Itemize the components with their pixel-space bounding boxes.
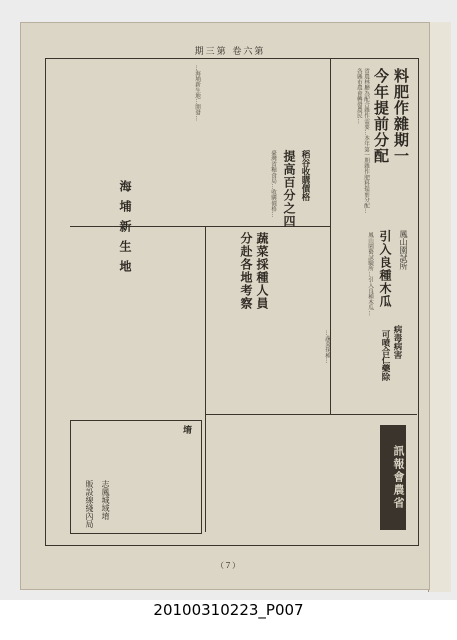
ad-line-2: 志鳳城域堉 [101,480,110,520]
running-header: 期三第 卷六第 [194,47,266,57]
banner-title: 訊報會農省 [380,425,406,530]
ad-name: 堉 [181,425,191,434]
image-caption: 20100310223_P007 [153,601,304,619]
fertilizer-headline-1: 料肥作雜期一 [392,68,410,164]
vegetable-body: …蔬菜採種… [324,330,330,364]
reclaim-body: …海埔新生地…開發… [194,65,200,121]
vegetable-headline-2: 分赴各地考察 [239,232,253,310]
fertilizer-headline-2: 今年提前分配 [372,68,390,164]
page-number: （７） [216,561,240,570]
disease-headline-2: 可喷合仁藥除 [380,330,390,381]
fertilizer-body: 省農林廳為配合雜作需要…本年第一期雜作肥料提前分配…各縣市農會轉發農民… [355,68,369,214]
papaya-org: 鳳山園試所 [399,230,408,270]
divider-top [45,58,417,59]
papaya-headline: 引入良種木瓜 [378,230,392,308]
divider-vertical-mid [205,226,206,532]
adjacent-page-edge [428,22,451,592]
rice-body: 臺灣省糧食局…收購價格… [270,150,276,218]
rice-headline-1: 稻谷收購價格 [300,150,310,201]
ad-line-3: 販設線綫內局 [85,480,94,528]
divider-vertical-right [330,58,331,414]
reclaim-headline: 海埔新生地 [118,180,132,280]
divider-lower [205,414,417,415]
vegetable-headline-1: 蔬菜採種人員 [255,232,269,310]
disease-headline-1: 病毒病害 [392,325,402,359]
papaya-body: 鳳山園藝試驗所…引入良種木瓜… [367,232,373,316]
rice-headline-2: 提高百分之四 [282,150,296,228]
